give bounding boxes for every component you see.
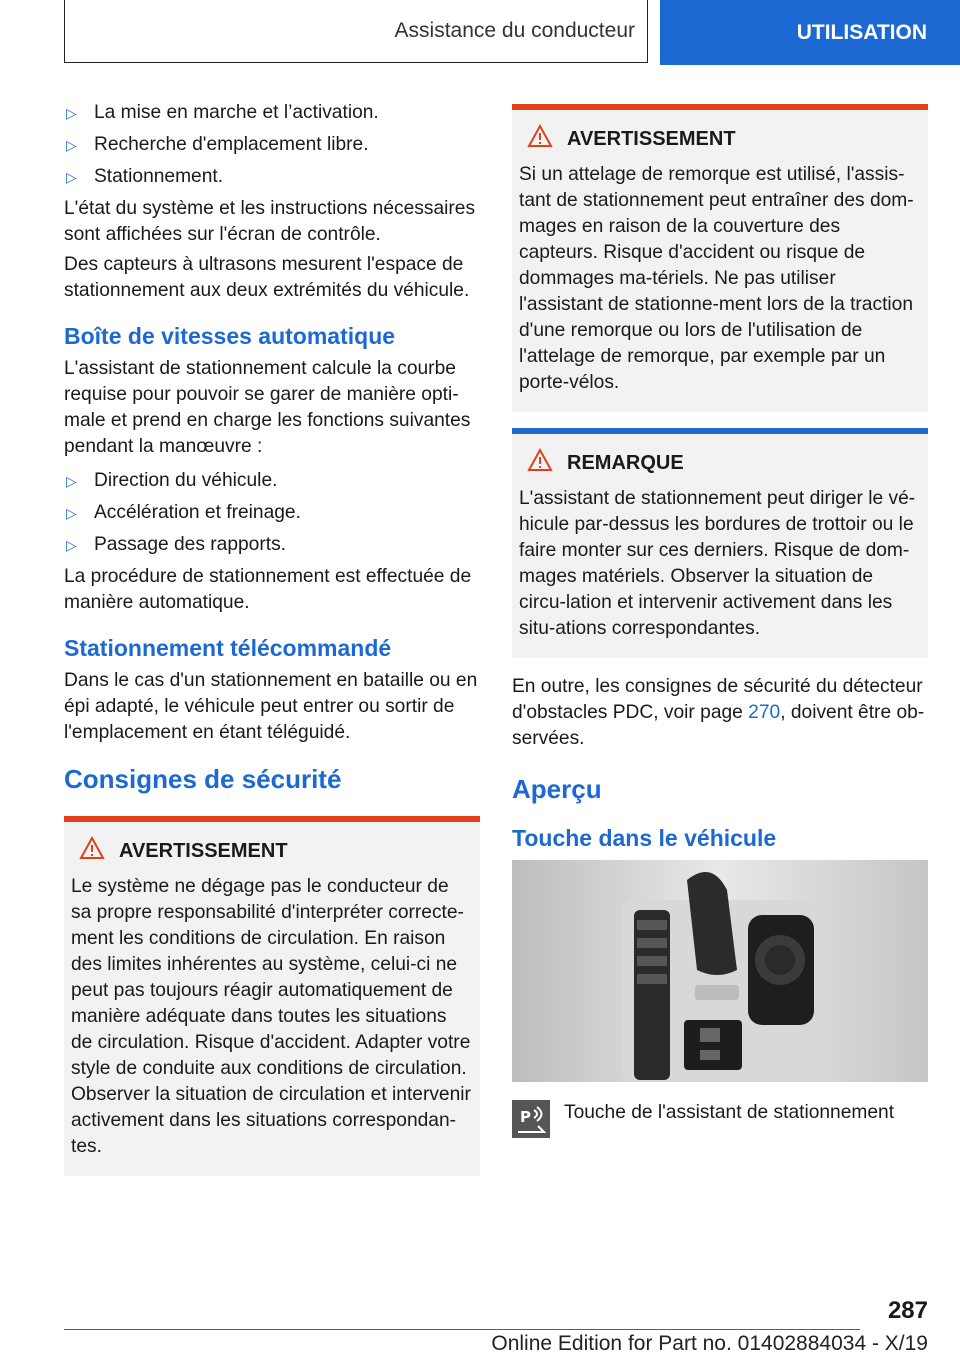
warning-triangle-icon (79, 836, 111, 866)
warning-title: AVERTISSEMENT (71, 836, 473, 866)
section-title: Assistance du conducteur (64, 0, 648, 63)
warning-text: Le système ne dégage pas le conducteur de sa propre responsabilité d'interpréter correcte-ment les conditions de circulation. En raison des limites inhérentes au système, celui-ci ne peut pas toujours réagir automatiquement de manière adéquate dans toutes les situations de circulation. Risque d'accident. Adapter votre style de conduite aux conditions de circulation. Observer la situation de circulation et intervenir activement dans les situations correspondan-tes. (71, 876, 471, 1157)
chapter-tab[interactable]: UTILISATION (660, 0, 960, 65)
page-number: 287 (887, 1297, 928, 1324)
note-box (512, 428, 928, 658)
chapter-heading: Aperçu (512, 774, 602, 804)
edition-text: Online Edition for Part no. 01402884034 - X/19 (491, 1332, 928, 1355)
list-item: ▷ Direction du véhicule. (64, 468, 480, 494)
legend-item (512, 1100, 928, 1138)
list-item: ▷ Recherche d'emplacement libre. (64, 132, 480, 158)
list-item: ▷ Accélération et freinage. (64, 500, 480, 526)
paragraph: L'assistant de stationnement calcule la courbe requise pour pouvoir se garer de manière opti-male et prend en charge les fonctions suivantes pendant la manœuvre : (64, 358, 471, 457)
warning-text: Si un attelage de remorque est utilisé, l'assis-tant de stationnement peut entraîner des dom-mages en raison de la couverture des capteurs. Risque d'accident ou risque de dommages ma-tériels. Ne pas utiliser l'assistant de stationne-ment lors de la traction d'une remorque ou lors de l'utilisation de l'attelage de remorque, par exemple par un porte-vélos. (519, 164, 914, 393)
paragraph: L'état du système et les instructions nécessaires sont affichées sur l'écran de contrôle. (64, 198, 476, 245)
paragraph: En outre, les consignes de sécurité du détecteur d'obstacles PDC, voir page 270, doivent être ob-servées. (512, 676, 925, 749)
note-text: L'assistant de stationnement peut diriger le vé-hicule par-dessus les bordures de trottoir ou le faire monter sur ces derniers. Risque de dom-mages matériels. Observer la situation de circu-lation et intervenir activement dans les situ-ations correspondantes. (519, 488, 916, 639)
page-header (0, 0, 960, 66)
section-heading: Boîte de vitesses automatique (64, 323, 396, 349)
warning-triangle-icon (527, 448, 559, 478)
warning-title: AVERTISSEMENT (519, 124, 921, 154)
warning-triangle-icon (527, 124, 559, 154)
bullet-list (64, 468, 480, 558)
bullet-triangle-icon: ▷ (66, 473, 77, 489)
warning-box (512, 104, 928, 412)
footer-divider (64, 1329, 860, 1330)
legend-text: Touche de l'assistant de stationnement (564, 1102, 895, 1123)
parking-assistant-icon (512, 1100, 550, 1138)
svg-text:P: P (520, 1108, 531, 1126)
warning-box (64, 816, 480, 1176)
page-link[interactable]: 270 (748, 702, 781, 723)
left-column (64, 100, 480, 1192)
bullet-triangle-icon: ▷ (66, 505, 77, 521)
paragraph: La procédure de stationnement est effectuée de manière automatique. (64, 566, 472, 613)
chapter-heading: Consignes de sécurité (64, 764, 342, 794)
center-console-photo (512, 860, 928, 1082)
note-title: REMARQUE (519, 448, 921, 478)
section-heading: Stationnement télécommandé (64, 635, 392, 661)
bullet-triangle-icon: ▷ (66, 105, 77, 121)
list-item: ▷ Passage des rapports. (64, 532, 480, 558)
bullet-triangle-icon: ▷ (66, 537, 77, 553)
paragraph: Des capteurs à ultrasons mesurent l'espace de stationnement aux deux extrémités du véhicule. (64, 254, 470, 301)
section-heading: Touche dans le véhicule (512, 825, 777, 851)
bullet-list (64, 100, 480, 190)
list-item: ▷ La mise en marche et l’activation. (64, 100, 480, 126)
right-column (512, 100, 928, 1138)
bullet-triangle-icon: ▷ (66, 169, 77, 185)
bullet-triangle-icon: ▷ (66, 137, 77, 153)
paragraph: Dans le cas d'un stationnement en bataille ou en épi adapté, le véhicule peut entrer ou sortir de l'emplacement en étant téléguidé. (64, 670, 478, 743)
list-item: ▷ Stationnement. (64, 164, 480, 190)
